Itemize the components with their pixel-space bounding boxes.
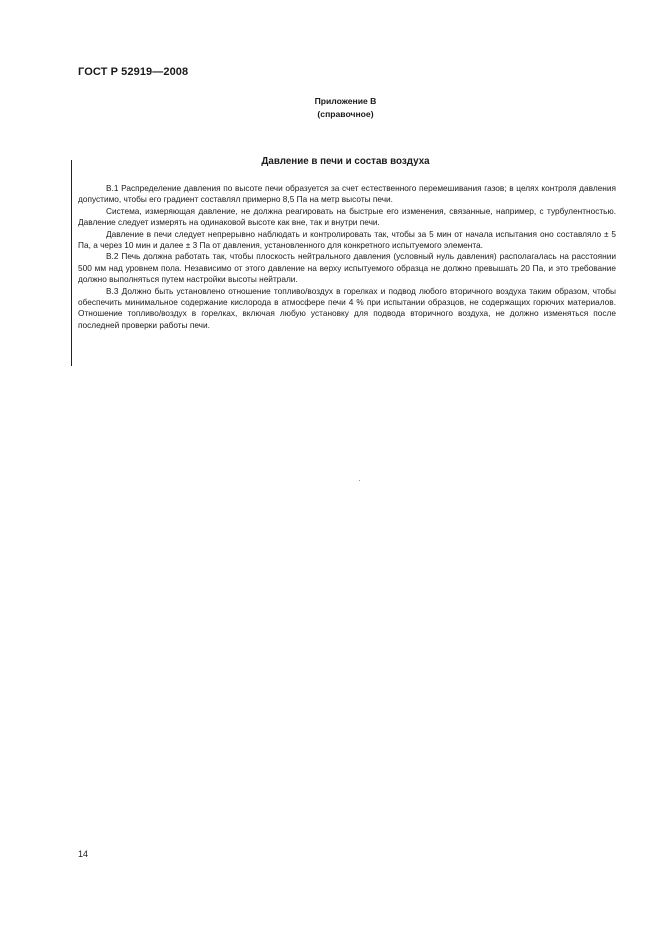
annex-heading (0, 95, 661, 121)
paragraph-b3: В.3 Должно быть установлено отношение топливо/воздух в горелках и подвод любого вторичного воздуха таким образом, чтобы обеспечить минимальное содержание кислорода в атмосфере печи 4 % при испытании образцов, не содержащих горючих материалов. Отношение топливо/воздух в горелках, включая любую установку для подвода вторичного воздуха, не должно изменяться после последней проверки работы печи. (78, 285, 616, 330)
section-title: Давление в печи и состав воздуха (261, 156, 430, 167)
page-number: 14 (78, 849, 89, 859)
annex-status: (справочное) (317, 109, 374, 119)
scan-speck (359, 480, 360, 481)
paragraph-system: Система, измеряющая давление, не должна реагировать на быстрые его изменения, связанные, например, с турбулентностью. Давление следует измерять на одинаковой высоте как вне, так и внутри печи. (78, 205, 616, 228)
paragraph-b2: В.2 Печь должна работать так, чтобы плоскость нейтрального давления (условный нуль давления) располагалась на расстоянии 500 мм над уровнем пола. Независимо от этого давление на верху испытуемого образца не должно превышать 20 Па, и это требование должно выполняться путем настройки высоты нейтрали. (78, 251, 616, 285)
standard-code-header: ГОСТ Р 52919—2008 (78, 66, 189, 78)
annex-title: Приложение В (314, 96, 377, 106)
paragraph-pressure-control: Давление в печи следует непрерывно наблюдать и контролировать так, чтобы за 5 мин от начала испытания оно составляло ± 5 Па, а через 10 мин и далее ± 3 Па от давления, установленного для конкретного испытуемого элемента. (78, 228, 616, 251)
body-text (78, 183, 616, 331)
paragraph-b1: В.1 Распределение давления по высоте печи образуется за счет естественного перемешивания газов; в целях контроля давления допустимо, чтобы его градиент составлял примерно 8,5 Па на метр высоты печи. (78, 183, 616, 205)
revision-change-bar (71, 160, 72, 366)
